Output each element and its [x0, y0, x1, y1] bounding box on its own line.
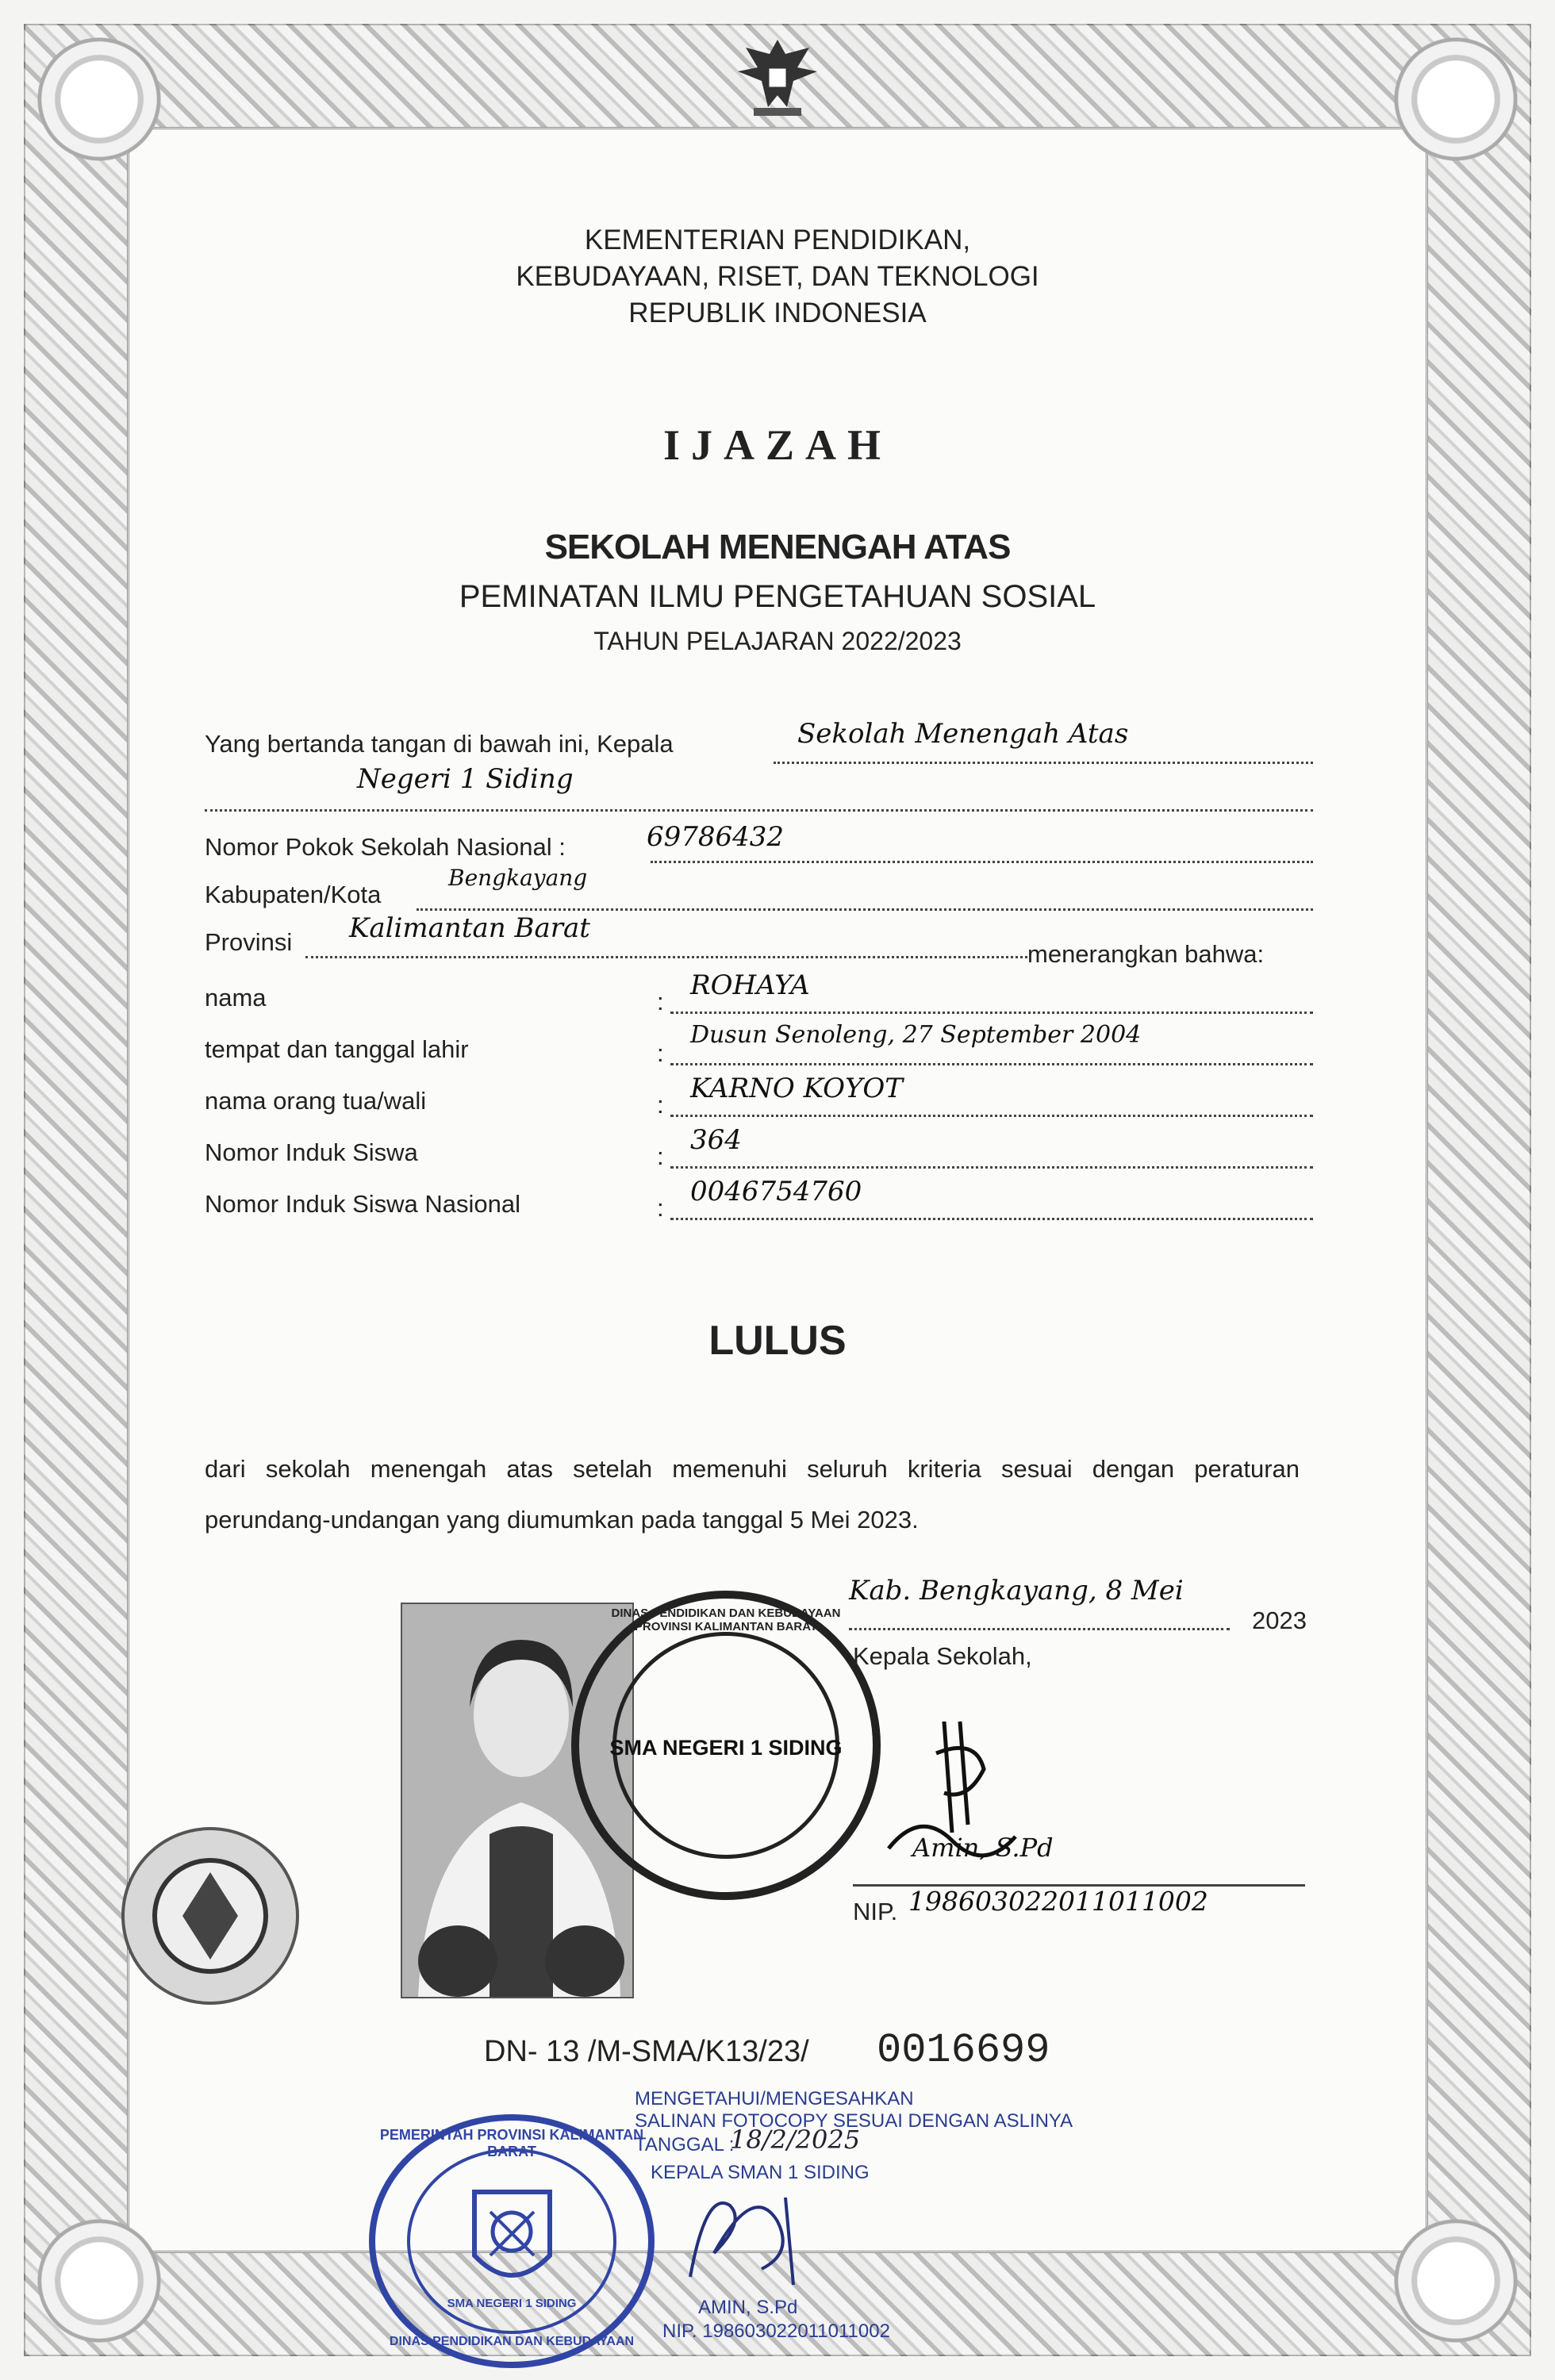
dotted-line	[651, 861, 1313, 863]
school-level: SEKOLAH MENENGAH ATAS	[544, 528, 1011, 566]
npsn-value: 69786432	[647, 821, 785, 853]
legalization-name: AMIN, S.Pd	[698, 2297, 798, 2318]
corner-ornament	[1388, 32, 1523, 167]
student-field-value: Dusun Senoleng, 27 September 2004	[690, 1021, 1142, 1049]
legalization-line1: MENGETAHUI/MENGESAHKAN	[635, 2088, 914, 2109]
dotted-line	[670, 1166, 1313, 1169]
ministry-header	[0, 222, 1555, 332]
menerangkan-label: menerangkan bahwa:	[1027, 940, 1265, 968]
serial-prefix: DN- 13 /M-SMA/K13/23/	[484, 2035, 809, 2068]
student-field-label: nama orang tua/wali	[205, 1087, 427, 1115]
student-field-label: tempat dan tanggal lahir	[205, 1035, 469, 1063]
school-stamp-center: SMA NEGERI 1 SIDING	[609, 1736, 843, 1760]
dotted-line	[849, 1628, 1230, 1630]
dotted-line	[205, 809, 1313, 812]
student-field-value: KARNO KOYOT	[690, 1073, 903, 1104]
principal-name: Amin, S.Pd	[912, 1833, 1054, 1863]
signature-place-date: Kab. Bengkayang, 8 Mei	[849, 1575, 1184, 1606]
statement-text: dari sekolah menengah atas setelah memenuhi seluruh kriteria sesuai dengan peraturan perundang-undangan yang diumumkan pada tanggal 5 Mei 2023.	[205, 1455, 1300, 1534]
student-field-value: 0046754760	[690, 1176, 862, 1207]
school-name-line1: Sekolah Menengah Atas	[797, 718, 1129, 750]
provincial-stamp-center: SMA NEGERI 1 SIDING	[447, 2297, 577, 2310]
legalization-signature	[658, 2174, 833, 2293]
legalization-role: KEPALA SMAN 1 SIDING	[651, 2162, 870, 2183]
field-colon: :	[657, 1039, 664, 1067]
kabupaten-value: Bengkayang	[448, 865, 588, 891]
field-colon: :	[657, 1142, 664, 1170]
ministry-line: KEBUDAYAAN, RISET, DAN TEKNOLOGI	[516, 261, 1039, 292]
student-field-value: 364	[690, 1124, 742, 1156]
student-field-value: ROHAYA	[690, 969, 810, 1001]
province-value: Kalimantan Barat	[349, 912, 590, 944]
legalization-nip: NIP. 198603022011011002	[662, 2320, 890, 2342]
field-colon: :	[657, 988, 664, 1015]
legalization-date-label: TANGGAL :	[635, 2134, 735, 2155]
field-colon: :	[657, 1194, 664, 1222]
school-stamp	[571, 1591, 881, 1900]
tut-wuri-handayani-logo-icon	[119, 1825, 301, 2007]
result-status: LULUS	[708, 1318, 847, 1364]
legalization-date-value: 18/2/2025	[730, 2125, 861, 2155]
garuda-emblem-icon	[730, 32, 825, 119]
dotted-line	[774, 762, 1313, 764]
provincial-emblem-icon	[466, 2184, 558, 2295]
corner-ornament	[1388, 2213, 1523, 2348]
signature-role: Kepala Sekolah,	[853, 1642, 1032, 1670]
academic-year: TAHUN PELAJARAN 2022/2023	[593, 627, 962, 655]
specialization: PEMINATAN ILMU PENGETAHUAN SOSIAL	[459, 579, 1096, 614]
province-label: Provinsi	[205, 928, 293, 956]
legalization-line2: SALINAN FOTOCOPY SESUAI DENGAN ASLINYA	[635, 2110, 1073, 2132]
dotted-line	[670, 1218, 1313, 1220]
student-field-label: Nomor Induk Siswa	[205, 1138, 418, 1166]
dotted-line	[670, 1063, 1313, 1065]
kabupaten-label: Kabupaten/Kota	[205, 881, 382, 908]
school-name-line2: Negeri 1 Siding	[357, 763, 574, 795]
dotted-line	[305, 956, 1027, 958]
ministry-line: KEMENTERIAN PENDIDIKAN,	[584, 225, 971, 255]
provincial-stamp-bottom: DINAS PENDIDIKAN DAN KEBUDAYAAN	[389, 2335, 635, 2348]
npsn-label: Nomor Pokok Sekolah Nasional :	[205, 833, 566, 861]
nip-label: NIP.	[853, 1898, 898, 1925]
student-field-label: nama	[205, 984, 267, 1012]
dotted-line	[670, 1115, 1313, 1117]
corner-ornament	[32, 2213, 167, 2348]
provincial-stamp	[369, 2114, 655, 2368]
school-stamp-outer: DINAS PENDIDIKAN DAN KEBUDAYAAN PROVINSI KALIMANTAN BARAT	[611, 1606, 841, 1633]
intro-label: Yang bertanda tangan di bawah ini, Kepala	[205, 730, 674, 758]
provincial-stamp-outer: PEMERINTAH PROVINSI KALIMANTAN BARAT	[379, 2127, 644, 2159]
corner-ornament	[32, 32, 167, 167]
nip-value: 198603022011011002	[908, 1886, 1208, 1917]
ministry-line: REPUBLIK INDONESIA	[628, 298, 927, 328]
serial-number: 0016699	[877, 2027, 1050, 2074]
dotted-line	[670, 1012, 1313, 1014]
field-colon: :	[657, 1091, 664, 1119]
document-title: IJAZAH	[662, 421, 893, 469]
student-field-label: Nomor Induk Siswa Nasional	[205, 1190, 521, 1218]
dotted-line	[417, 908, 1313, 911]
signature-year: 2023	[1252, 1606, 1307, 1634]
